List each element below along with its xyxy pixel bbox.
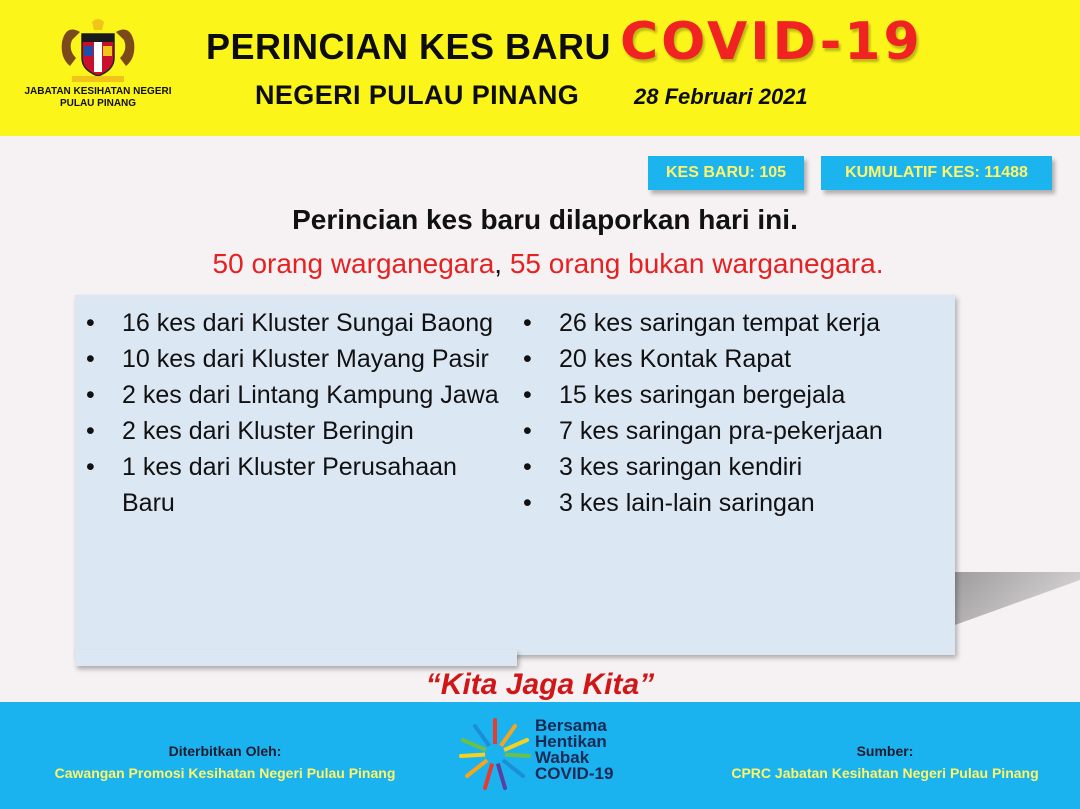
campaign-logo-text xyxy=(535,718,613,782)
publisher-info xyxy=(20,740,430,784)
list-item: • 1 kes dari Kluster Perusahaan Baru xyxy=(76,449,506,521)
state-name: NEGERI PULAU PINANG xyxy=(255,80,580,110)
report-date: 28 Februari 2021 xyxy=(634,84,808,109)
list-item: • 10 kes dari Kluster Mayang Pasir xyxy=(76,341,506,377)
publisher-label: Diterbitkan Oleh: xyxy=(168,743,282,759)
list-item: • 2 kes dari Kluster Beringin xyxy=(76,413,506,449)
list-item: • 3 kes lain-lain saringan xyxy=(513,485,953,521)
agency-name xyxy=(10,86,186,110)
cluster-list xyxy=(76,305,506,521)
list-item: • 26 kes saringan tempat kerja xyxy=(513,305,953,341)
summary-comma: , xyxy=(494,248,503,279)
state-crest-icon xyxy=(58,18,138,84)
campaign-line2: Hentikan xyxy=(535,732,607,751)
agency-name-line2: PULAU PINANG xyxy=(59,98,137,109)
source-name: CPRC Jabatan Kesihatan Negeri Pulau Pinang xyxy=(731,765,1039,781)
agency-name-line1: JABATAN KESIHATAN NEGERI xyxy=(24,86,172,97)
new-cases-badge: KES BARU: 105 xyxy=(648,156,804,190)
publisher-name: Cawangan Promosi Kesihatan Negeri Pulau Pinang xyxy=(54,765,396,781)
details-panel-extension xyxy=(75,650,517,666)
screening-list xyxy=(513,305,953,521)
list-item: • 7 kes saringan pra-pekerjaan xyxy=(513,413,953,449)
source-label: Sumber: xyxy=(856,743,914,759)
page-title: PERINCIAN KES BARU xyxy=(206,26,612,67)
campaign-burst-icon xyxy=(457,716,533,792)
list-item: • 15 kes saringan bergejala xyxy=(513,377,953,413)
cumulative-cases-badge: KUMULATIF KES: 11488 xyxy=(821,156,1052,190)
list-item: • 16 kes dari Kluster Sungai Baong xyxy=(76,305,506,341)
list-item: • 20 kes Kontak Rapat xyxy=(513,341,953,377)
section-heading: Perincian kes baru dilaporkan hari ini. xyxy=(292,204,798,235)
list-item: • 3 kes saringan kendiri xyxy=(513,449,953,485)
citizens-count: 50 orang warganegara xyxy=(212,248,495,279)
source-info xyxy=(710,740,1060,784)
campaign-line4: COVID-19 xyxy=(535,764,614,783)
list-item: • 2 kes dari Lintang Kampung Jawa xyxy=(76,377,506,413)
slogan: “Kita Jaga Kita” xyxy=(425,668,655,701)
campaign-line1: Bersama xyxy=(535,716,607,735)
campaign-line3: Wabak xyxy=(535,748,590,767)
non-citizens-count: 55 orang bukan warganegara xyxy=(502,248,876,279)
summary-period: . xyxy=(875,248,884,279)
nationality-summary xyxy=(0,248,1080,280)
covid-heading: COVID-19 xyxy=(620,12,923,72)
